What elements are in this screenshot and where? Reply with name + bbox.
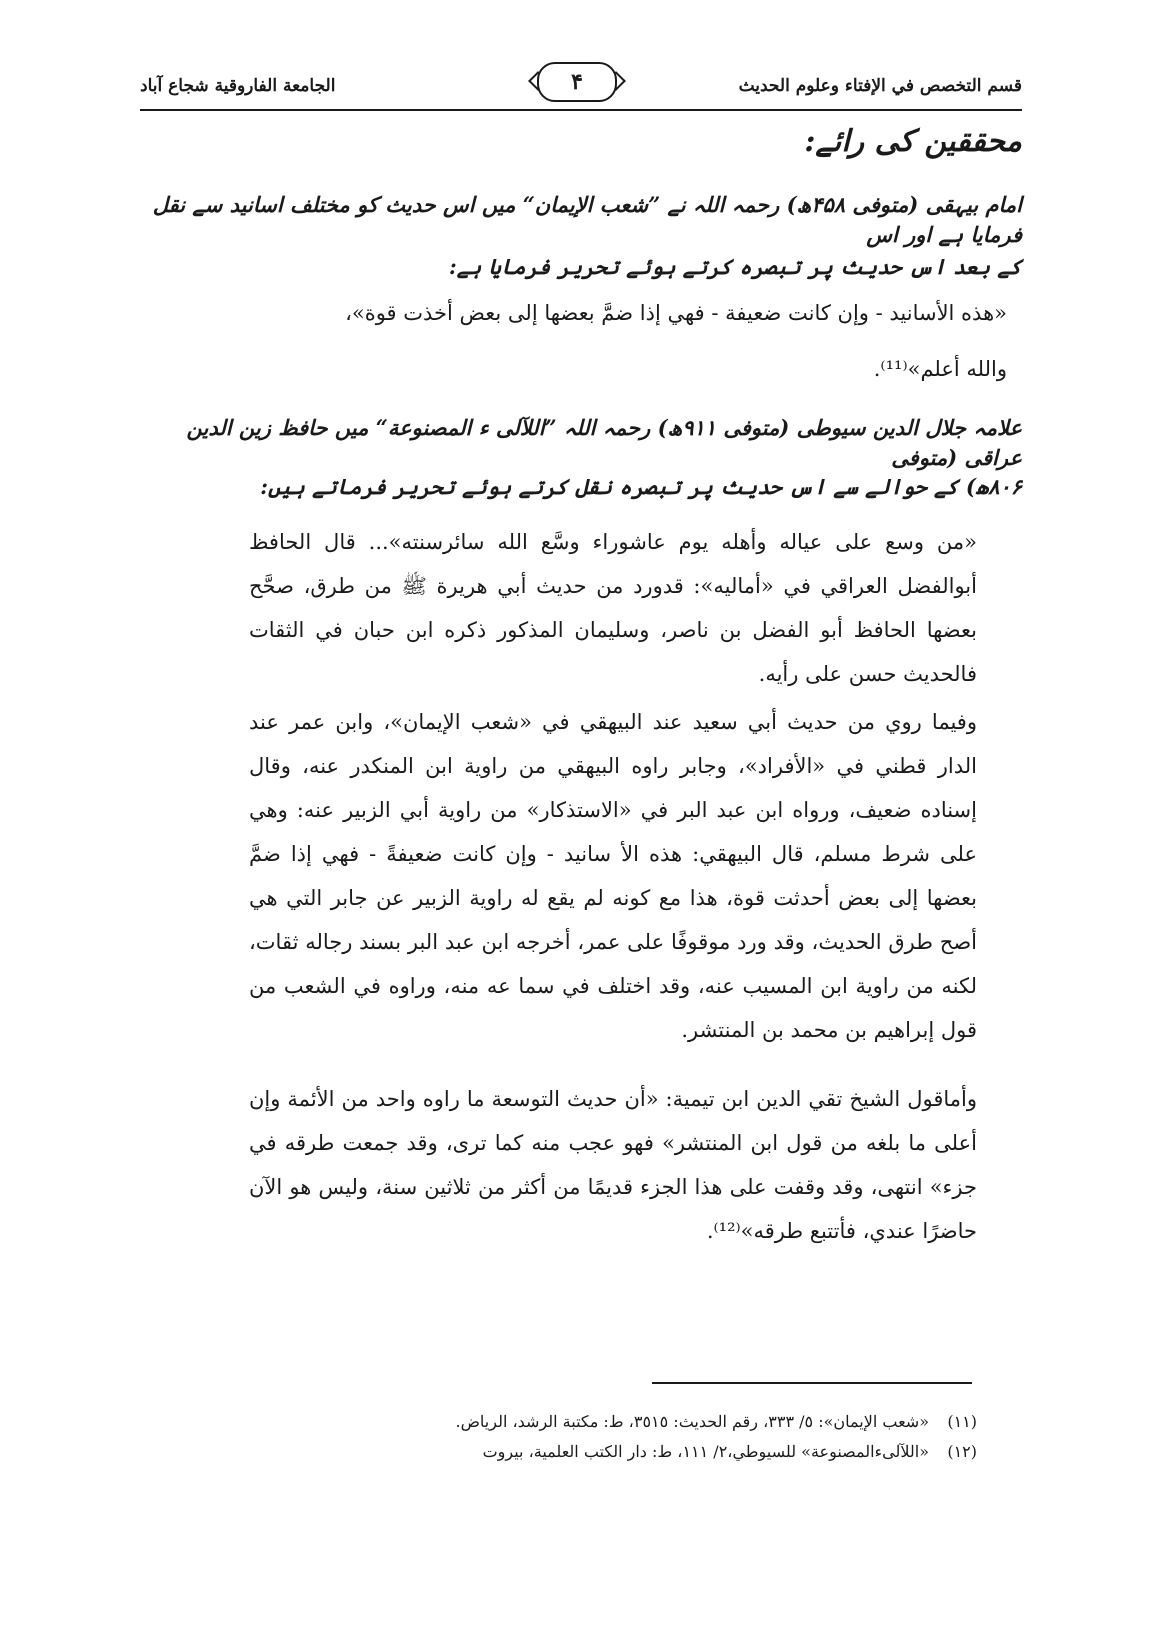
page-header [140, 62, 1022, 114]
urdu-intro-line-4: ۸۰۶ھ) کے حوالے سے اس حدیث پر تبصرہ نقل کرتے ہوئے تحریر فرماتے ہیں: [260, 474, 1022, 499]
urdu-intro-line-3: علامہ جلال الدین سیوطی (متوفی ۹۱۱ھ) رحمہ اللہ ”اللآلی ء المصنوعة“ میں حافظ زین الدین عراقی (متوفی [186, 415, 1022, 470]
arabic-paragraph-1: «من وسع على عياله وأهله يوم عاشوراء وسَّع الله سائرسنته»... قال الحافظ أبوالفضل العراقي في «أماليه»: قدورد من حديث أبي هريرة ﷺ من طرق، صحَّح بعضها الحافظ أبو الفضل بن ناصر، وسليمان المذكور ذكره ابن حبان في الثقات فالحديث حسن على رأيه. [249, 530, 977, 686]
arabic-paragraph-3: وأماقول الشيخ تقي الدين ابن تيمية: «أن حديث التوسعة ما راوه واحد من الأئمة وإن أعلى ما بلغه من قول ابن المنتشر» فهو عجب منه كما ترى، وقد جمعت طرقه في جزء» انتهى، وقد وقفت على هذا الجزء قديمًا من أكثر من ثلاثين سنة، وليس هو الآن حاضرًا عندي، فأتتبع طرقه»⁽¹²⁾. [249, 1087, 977, 1243]
arabic-paragraph-2: وفيما روي من حديث أبي سعيد عند البيهقي في «شعب الإيمان»، وابن عمر عند الدار قطني في «الأفراد»، وجابر راوه البيهقي من راوية ابن المنكدر عنه، وقال إسناده ضعيف، ورواه ابن عبد البر في «الاستذكار» من راوية أبي الزبير عنه: وهي على شرط مسلم، قال البيهقي: هذه الأ سانيد - وإن كانت ضعيفةً - فهي إذا ضمَّ بعضها إلى بعض أحدثت قوة، هذا مع كونه لم يقع له راوية الزبير عن جابر التي هي أصح طرق الحديث، وقد ورد موقوفًا على عمر، أخرجه ابن عبد البر بسند رجاله ثقات، لكنه من راوية ابن المسيب عنه، وقد اختلف في سما عه منه، وراوه في الشعب من قول إبراهيم بن محمد بن المنتشر. [249, 710, 977, 1042]
header-department-title: قسم التخصص في الإفتاء وعلوم الحديث [738, 76, 1022, 96]
urdu-intro-line-1: امام بیہقی (متوفی ۴۵۸ھ) رحمہ اللہ نے ”شعب الإیمان“ میں اس حدیث کو مختلف اسانید سے نقل فرمایا ہے اور اس [152, 192, 1022, 247]
footnote-separator [652, 1382, 972, 1384]
page-number: ۴ [571, 69, 583, 95]
header-rule [140, 109, 1022, 111]
footnote-12 [483, 1442, 977, 1461]
footnote-number: (۱۲) [947, 1442, 977, 1461]
footnote-text: «اللآلىءالمصنوعة» للسيوطي،٢/ ١١١، ط: دار الكتب العلمية، بيروت [482, 1442, 929, 1461]
arabic-quote-line-2: والله أعلم»⁽¹¹⁾. [873, 357, 1007, 381]
header-institution-title: الجامعة الفاروقية شجاع آباد [140, 76, 336, 96]
urdu-intro-line-2: کے بعد اس حدیث پر تبصرہ کرتے ہوئے تحریر فرمایا ہے: [448, 254, 1022, 279]
arabic-quote-line-1: «هذه الأسانيد - وإن كانت ضعيفة - فهي إذا ضمَّ بعضها إلى بعض أخذت قوة»، [345, 301, 1007, 325]
page-number-badge [537, 62, 617, 102]
footnote-number: (۱۱) [947, 1412, 977, 1431]
footnote-text: «شعب الإيمان»: ٥/ ٣٣٣، رقم الحديث: ٣٥١٥، ط: مكتبة الرشد، الرياض. [455, 1412, 929, 1431]
footnote-11 [455, 1412, 977, 1431]
section-heading: محققین کی رائے: [804, 124, 1022, 159]
